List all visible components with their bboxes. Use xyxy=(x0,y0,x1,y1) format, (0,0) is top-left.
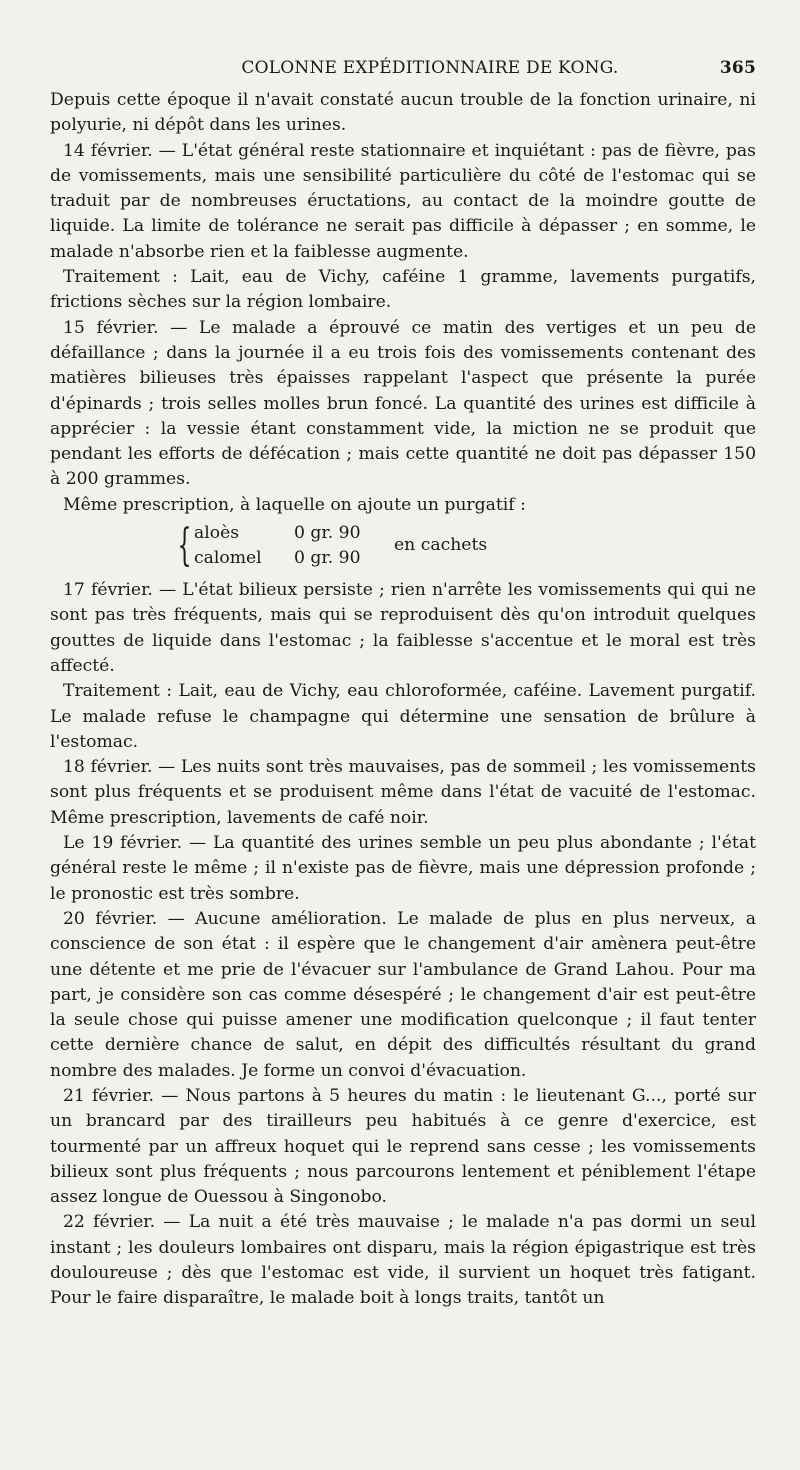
drug-dose: 0 gr. 90 xyxy=(294,548,361,569)
paragraph: 15 février. — Le malade a éprouvé ce matin des vertiges et un peu de défaillance ; dans la journée il a eu trois fois des vomissements contenant des matières bilieuses très épaisses rappelant l'aspect que présente la purée d'épinards ; trois selles molles brun foncé. La quantité des urines est difficile à apprécier : la vessie étant constamment vide, la miction ne se produit que pendant les efforts de défécation ; mais cette quantité ne doit pas dépasser 150 à 200 grammes. xyxy=(50,317,756,490)
prescription-item xyxy=(194,546,374,571)
paragraph: Depuis cette époque il n'avait constaté aucun trouble de la fonction urinaire, ni polyurie, ni dépôt dans les urines. xyxy=(50,90,756,136)
prescription-item xyxy=(194,521,374,546)
prescription-items xyxy=(194,521,374,571)
paragraph: 21 février. — Nous partons à 5 heures du matin : le lieutenant G..., porté sur un brancard par des tirailleurs peu habitués à ce genre d'exercice, est tourmenté par un affreux hoquet qui le reprend sans cesse ; les vomissements bilieux sont plus fréquents ; nous parcourons lentement et péniblement l'étape assez longue de Ouessou à Singonobo. xyxy=(50,1085,756,1208)
paragraph: 17 février. — L'état bilieux persiste ; rien n'arrête les vomissements qui qui ne sont pas très fréquents, mais qui se reproduisent dès qu'on introduit quelques gouttes de liquide dans l'estomac ; la faiblesse s'accentue et le moral est très affecté. xyxy=(50,580,756,676)
paragraph: Traitement : Lait, eau de Vichy, caféine 1 gramme, lavements purgatifs, frictions sèches sur la région lombaire. xyxy=(50,267,756,313)
paragraph: 14 février. — L'état général reste stationnaire et inquiétant : pas de fièvre, pas de vomissements, mais une sensibilité particulière du côté de l'estomac qui se traduit par de nombreuses éructations, au contact de la moindre goutte de liquide. La limite de tolérance ne serait pas difficile à dépasser ; en somme, le malade n'absorbe rien et la faiblesse augmente. xyxy=(50,140,756,262)
paragraph: Même prescription, à laquelle on ajoute un purgatif : xyxy=(63,494,526,515)
paragraph: Le 19 février. — La quantité des urines semble un peu plus abondante ; l'état général reste le même ; il n'existe pas de fièvre, mais une dépression profonde ; le pronostic est très sombre. xyxy=(50,833,756,904)
body-text xyxy=(50,88,756,1312)
drug-name: calomel xyxy=(194,548,262,569)
running-title: COLONNE EXPÉDITIONNAIRE DE KONG. xyxy=(241,58,619,78)
brace-glyph: { xyxy=(177,520,192,572)
prescription-block xyxy=(174,520,756,572)
drug-dose: 0 gr. 90 xyxy=(294,523,361,544)
prescription-mode: en cachets xyxy=(394,535,488,556)
paragraph: 20 février. — Aucune amélioration. Le malade de plus en plus nerveux, a conscience de son état : il espère que le changement d'air amènera peut-être une détente et me prie de l'évacuer sur l'ambulance de Grand Lahou. Pour ma part, je considère son cas comme désespéré ; le changement d'air est peut-être la seule chose qui puisse amener une modification quelconque ; il faut tenter cette dernière chance de salut, en dépit des difficultés résultant du grand nombre des malades. Je forme un convoi d'évacuation. xyxy=(50,908,756,1081)
paragraph: 18 février. — Les nuits sont très mauvaises, pas de sommeil ; les vomissements sont plus fréquents et se produisent même dans l'état de vacuité de l'estomac. Même prescription, lavements de café noir. xyxy=(50,757,756,828)
page-number: 365 xyxy=(719,58,756,78)
drug-name: aloès xyxy=(194,523,240,544)
paragraph: 22 février. — La nuit a été très mauvaise ; le malade n'a pas dormi un seul instant ; les douleurs lombaires ont disparu, mais la région épigastrique est très douloureuse ; dès que l'estomac est vide, il survient un hoquet très fatigant. Pour le faire disparaître, le malade boit à longs traits, tantôt un xyxy=(50,1212,756,1309)
paragraph: Traitement : Lait, eau de Vichy, eau chloroformée, caféine. Lavement purgatif. Le malade refuse le champagne qui détermine une sensation de brûlure à l'estomac. xyxy=(50,681,756,752)
running-header xyxy=(50,58,756,78)
